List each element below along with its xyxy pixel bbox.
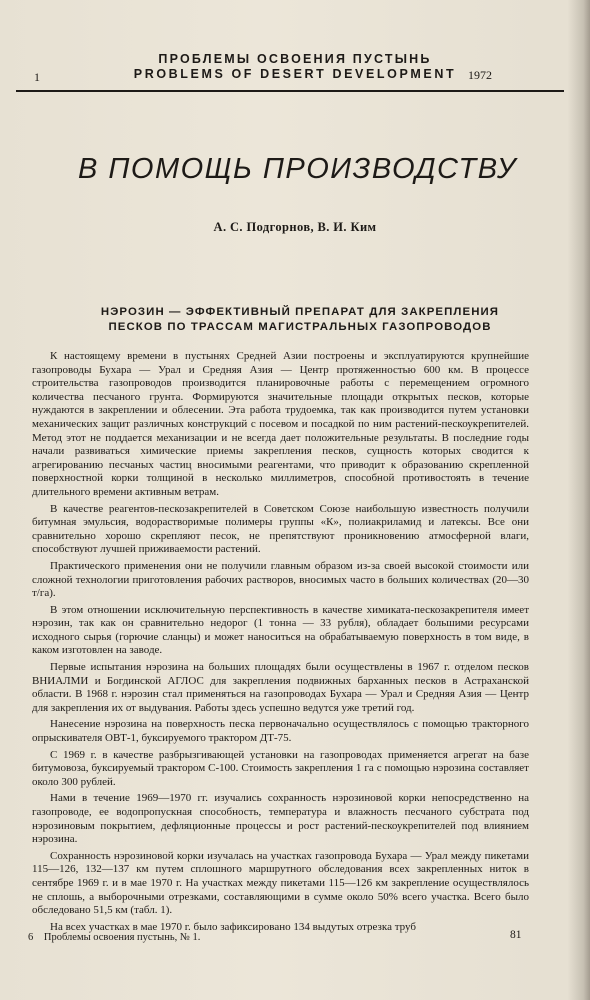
article-title <box>40 305 560 335</box>
header-rule <box>16 90 564 92</box>
article-title-line-2: ПЕСКОВ ПО ТРАССАМ МАГИСТРАЛЬНЫХ ГАЗОПРОВОДОВ <box>108 321 492 333</box>
paragraph-5: Первые испытания нэрозина на больших площадях были осуществлены в 1967 г. отделом песков ВНИАЛМИ и Богдинской АГЛОС для закрепления подвижных барханных песков в Астраханской области. В 1968 г. нэрозин стал применяться на газопроводах Бухара — Урал и Средняя Азия — Центр для закрепления их от выдувания. Работы здесь успешно ведутся уже третий год. <box>32 661 529 714</box>
binding-shadow <box>568 0 590 1000</box>
paragraph-4: В этом отношении исключительную перспективность в качестве химиката-пескозакрепителя имеет нэрозин, так как он сравнительно недорог (1 тонна — 33 рубля), обладает большими ресурсами исходного сырья (горючие сланцы) и может наноситься на обрабатываемую поверхность в том виде, в каком изготовлен на заводе. <box>32 603 529 657</box>
paragraph-10: На всех участках в мае 1970 г. было зафиксировано 134 выдутых отрезка труб <box>50 920 416 933</box>
paragraph-8: Нами в течение 1969—1970 гг. изучались сохранность нэрозиновой корки непосредственно на газопроводе, ее водопропускная способность, температура и влажность песчаного субстрата под нэрозиновым покрытием, дефляционные процессы и рост растений-пескоукрепителей под влиянием нэрозина. <box>32 792 529 846</box>
paragraph-1: К настоящему времени в пустынях Средней Азии построены и эксплуатируются крупнейшие газопроводы Бухара — Урал и Средняя Азия — Центр протяженностью 600 км. В процессе строительства газопроводов производится планировочные работы с перемещением огромного количества песчаного грунта. Формируются значительные площади открытых песков, которые нуждаются в закреплении и облесении. Эта работа трудоемка, так как производится путем установки механических защит различных конструкций с посевом и посадкой по ним растений-пескоукрепителей. Метод этот не поддается механизации и не всегда дает положительные результаты. В последние годы начали развиваться химические приемы закрепления песков, сущность которых сводится к агрегированию песчаных частиц вносимыми реагентами, что приводит к образованию скрепленной поверхностной корки толщиной в несколько миллиметров, способной противостоять в течение длительного времени активным ветрам. <box>32 350 529 498</box>
article-title-line-1: НЭРОЗИН — ЭФФЕКТИВНЫЙ ПРЕПАРАТ ДЛЯ ЗАКРЕПЛЕНИЯ <box>100 306 500 318</box>
paragraph-7: С 1969 г. в качестве разбрызгивающей установки на газопроводах применяется агрегат на базе битумовоза, буксируемый трактором С-100. Стоимость закрепления 1 га с помощью нэрозина составляет около 300 рублей. <box>32 748 529 788</box>
footer-signature-number: 6 <box>28 932 34 943</box>
paragraph-9: Сохранность нэрозиновой корки изучалась на участках газопровода Бухара — Урал между пикетами 115—126, 132—137 км путем сплошного маршрутного обследования всех закрепленных ниток в сентябре 1969 г. и в мае 1970 г. На участках между пикетами 115—126 км закрепление осуществлялось не сплошь, а выборочными отрезками, составляющими в сумме около 50% всего участка. Всего было обследовано 51,5 км (табл. 1). <box>32 849 529 917</box>
footer-signature <box>28 932 200 943</box>
page-number: 81 <box>510 929 522 941</box>
section-title: В ПОМОЩЬ ПРОИЗВОДСТВУ <box>78 153 517 185</box>
journal-title-ru: ПРОБЛЕМЫ ОСВОЕНИЯ ПУСТЫНЬ <box>158 52 432 66</box>
footer-journal-ref: Проблемы освоения пустынь, № 1. <box>43 932 201 943</box>
journal-title-en: PROBLEMS OF DESERT DEVELOPMENT <box>133 67 457 81</box>
paragraph-3: Практического применения они не получили главным образом из-за своей высокой стоимости или сложной технологии приготовления рабочих растворов, вносимых часто в больших количествах (20—30 т/га). <box>32 559 529 600</box>
paragraph-6: Нанесение нэрозина на поверхность песка первоначально осуществлялось с помощью тракторного опрыскивателя ОВТ-1, буксируемого трактором ДТ-75. <box>32 718 529 745</box>
issue-year: 1972 <box>468 68 492 82</box>
authors: А. С. Подгорнов, В. И. Ким <box>213 220 377 234</box>
article-body <box>32 350 529 937</box>
issue-number: 1 <box>34 70 40 84</box>
paragraph-2: В качестве реагентов-пескозакрепителей в Советском Союзе наибольшую известность получили битумная эмульсия, водорастворимые полимеры группы «К», полиакриламид и латексы. Все они сравнительно хорошо скрепляют песок, не препятствуют проникновению атмосферной влаги, способствуют лучшей приживаемости растений. <box>32 502 529 556</box>
